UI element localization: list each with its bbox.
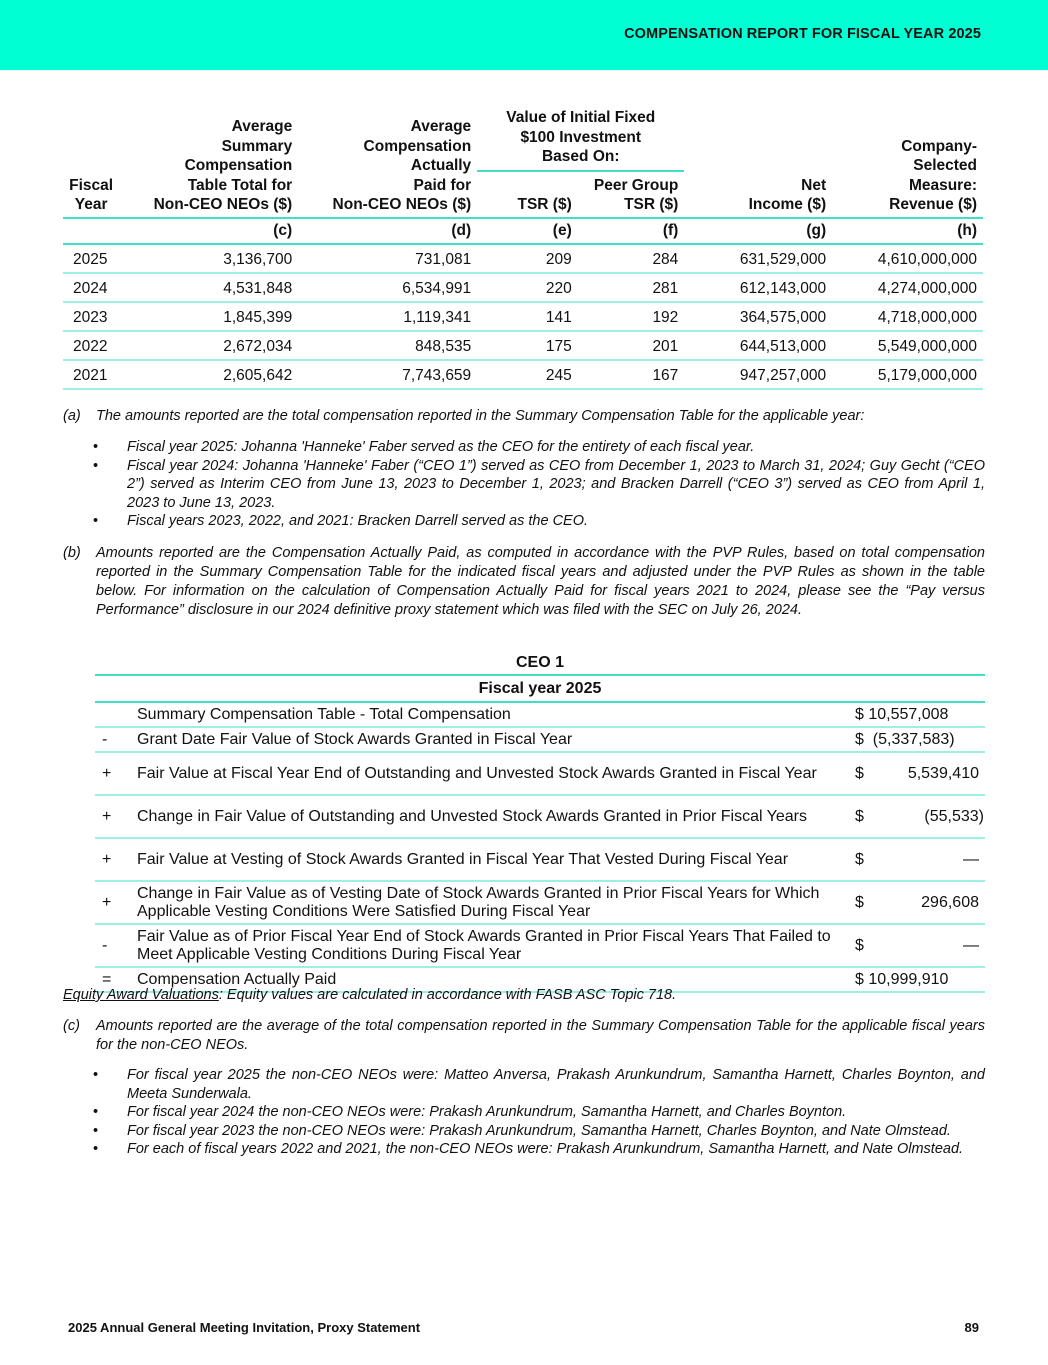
cell-avg-sct-total: 1,845,399 — [119, 302, 298, 331]
currency-symbol: $ — [851, 752, 879, 795]
cell-revenue: 4,274,000,000 — [832, 273, 983, 302]
ceo-table-row — [95, 881, 985, 924]
currency-symbol: $ — [851, 838, 879, 881]
cell-revenue: 4,610,000,000 — [832, 244, 983, 273]
bullet-icon: • — [93, 439, 99, 455]
equity-note-text: : Equity values are calculated in accordance with FASB ASC Topic 718. — [218, 987, 677, 1003]
header-line: TSR ($) — [517, 196, 572, 213]
cell-peer-tsr: 192 — [578, 302, 685, 331]
row-amount: $ (5,337,583) — [851, 727, 985, 752]
bullet-icon: • — [93, 1122, 99, 1139]
row-operator: - — [95, 924, 137, 967]
header-line: Summary — [221, 137, 293, 155]
currency-symbol: $ — [851, 795, 879, 838]
header-tsr — [477, 171, 578, 217]
row-operator — [95, 702, 137, 727]
header-line: Compensation — [184, 157, 293, 174]
letter: (d) — [298, 218, 477, 245]
row-description: Change in Fair Value as of Vesting Date of Stock Awards Granted in Prior Fiscal Years for Which Applicable Vesting Conditions Were Satisfied During Fiscal Year — [137, 881, 851, 924]
equity-award-note — [63, 987, 676, 1003]
bullet-icon: • — [93, 1067, 99, 1083]
note-c-bullets — [93, 1066, 985, 1159]
cell-revenue: 5,549,000,000 — [832, 331, 983, 360]
footer-document-title: 2025 Annual General Meeting Invitation, Proxy Statement — [68, 1320, 421, 1335]
header-line: Table Total for — [187, 176, 293, 194]
cell-tsr: 245 — [477, 360, 578, 389]
ceo-table-title: CEO 1 — [515, 654, 564, 671]
cell-net-income: 364,575,000 — [684, 302, 832, 331]
header-line: Based On: — [541, 148, 620, 165]
ceo-table-row — [95, 727, 985, 752]
bullet-text: For fiscal year 2025 the non-CEO NEOs were: Matteo Anversa, Prakash Arunkundrum, Samantha Harnett, Charles Boynton, and Meeta Sunderwala. — [127, 1067, 985, 1102]
header-line: Paid for — [413, 176, 472, 194]
page-number: 89 — [964, 1320, 979, 1335]
row-operator: + — [95, 881, 137, 924]
letter: (e) — [477, 218, 578, 245]
letter: (c) — [119, 218, 298, 245]
cell-tsr: 209 — [477, 244, 578, 273]
header-line: Net — [801, 176, 827, 194]
header-investment-group — [477, 108, 684, 171]
header-line: Fiscal — [69, 176, 114, 194]
ceo-table-subtitle: Fiscal year 2025 — [95, 675, 985, 702]
header-avg-cap — [298, 108, 477, 217]
note-label: (c) — [63, 1018, 80, 1034]
note-label: (b) — [63, 545, 81, 561]
row-amount: (55,533) — [879, 795, 985, 838]
cell-tsr: 220 — [477, 273, 578, 302]
bullet-icon: • — [93, 1141, 99, 1157]
row-amount: — — [879, 924, 985, 967]
letter: (g) — [684, 218, 832, 245]
bullet-item — [93, 438, 985, 457]
row-amount: — — [879, 838, 985, 881]
header-line: Non-CEO NEOs ($) — [153, 196, 293, 213]
ceo-table-row — [95, 838, 985, 881]
row-amount: $ 10,557,008 — [851, 702, 985, 727]
note-c — [63, 1017, 985, 1055]
letter — [63, 218, 119, 245]
cell-fiscal-year: 2022 — [63, 331, 119, 360]
header-fiscal-year — [63, 108, 119, 217]
bullet-item — [93, 1140, 985, 1159]
table-row — [63, 302, 983, 331]
bullet-text: For fiscal year 2023 the non-CEO NEOs were: Prakash Arunkundrum, Samantha Harnett, Charles Boynton, and Nate Olmstead. — [127, 1122, 951, 1139]
header-line: Company- — [901, 137, 977, 155]
bullet-item — [93, 512, 985, 531]
header-line: Average — [231, 118, 293, 135]
row-description: Fair Value at Fiscal Year End of Outstanding and Unvested Stock Awards Granted in Fiscal Year — [137, 752, 851, 795]
currency-symbol: $ — [851, 924, 879, 967]
row-description: Fair Value as of Prior Fiscal Year End of Stock Awards Granted in Prior Fiscal Years That Failed to Meet Applicable Vesting Conditions During Fiscal Year — [137, 924, 851, 967]
cell-net-income: 644,513,000 — [684, 331, 832, 360]
header-avg-sct-total — [119, 108, 298, 217]
ceo-table-row — [95, 924, 985, 967]
cell-peer-tsr: 201 — [578, 331, 685, 360]
cell-peer-tsr: 167 — [578, 360, 685, 389]
header-line: Non-CEO NEOs ($) — [332, 196, 472, 213]
cell-peer-tsr: 284 — [578, 244, 685, 273]
cell-avg-cap: 6,534,991 — [298, 273, 477, 302]
row-description: Summary Compensation Table - Total Compensation — [137, 702, 851, 727]
column-letters-row — [63, 218, 983, 245]
letter: (h) — [832, 218, 983, 245]
note-text: The amounts reported are the total compensation reported in the Summary Compensation Table for the applicable year: — [96, 408, 865, 424]
cell-fiscal-year: 2025 — [63, 244, 119, 273]
note-b — [63, 544, 985, 620]
equity-note-label: Equity Award Valuations — [63, 987, 219, 1003]
cell-avg-cap: 848,535 — [298, 331, 477, 360]
header-revenue — [832, 108, 983, 217]
header-line: Year — [74, 196, 108, 213]
table-row — [63, 360, 983, 389]
currency-symbol: $ — [851, 881, 879, 924]
row-amount: 5,539,410 — [879, 752, 985, 795]
header-line: Revenue ($) — [889, 196, 977, 213]
note-text: Amounts reported are the Compensation Actually Paid, as computed in accordance with the PVP Rules, based on total compensation reported in the Summary Compensation Table for the indicated fiscal years and adjusted under the PVP Rules as shown in the table below. For information on the calculation of Compensation Actually Paid for fiscal years 2021 to 2024, please see the “Pay versus Performance” disclosure in our 2024 definitive proxy statement which was filed with the SEC on July 26, 2024. — [96, 545, 985, 618]
header-peer-tsr — [578, 171, 685, 217]
note-label: (a) — [63, 408, 81, 424]
header-line: Peer Group — [593, 176, 679, 194]
ceo-table-row — [95, 752, 985, 795]
header-band — [0, 0, 1048, 70]
header-line: Measure: — [908, 176, 977, 194]
bullet-icon: • — [93, 457, 99, 474]
bullet-text: Fiscal years 2023, 2022, and 2021: Bracken Darrell served as the CEO. — [127, 513, 589, 529]
cell-fiscal-year: 2024 — [63, 273, 119, 302]
header-line: Actually — [410, 157, 472, 174]
table-row — [63, 331, 983, 360]
table-row — [63, 244, 983, 273]
bullet-item — [93, 457, 985, 513]
ceo-cap-reconciliation-table — [95, 674, 985, 993]
row-operator: + — [95, 795, 137, 838]
cell-avg-sct-total: 4,531,848 — [119, 273, 298, 302]
cell-avg-cap: 1,119,341 — [298, 302, 477, 331]
row-operator: + — [95, 752, 137, 795]
header-line: Compensation — [363, 137, 472, 155]
bullet-icon: • — [93, 1104, 99, 1120]
header-line: Value of Initial Fixed — [506, 109, 656, 126]
cell-avg-sct-total: 3,136,700 — [119, 244, 298, 273]
cell-avg-cap: 731,081 — [298, 244, 477, 273]
header-line: Average — [410, 118, 472, 135]
row-operator: = — [95, 967, 137, 992]
header-title: COMPENSATION REPORT FOR FISCAL YEAR 2025 — [624, 26, 981, 42]
row-operator: + — [95, 838, 137, 881]
bullet-item — [93, 1066, 985, 1103]
cell-fiscal-year: 2023 — [63, 302, 119, 331]
row-description: Grant Date Fair Value of Stock Awards Granted in Fiscal Year — [137, 727, 851, 752]
header-line: Selected — [913, 157, 977, 174]
header-net-income — [684, 108, 832, 217]
bullet-text: Fiscal year 2025: Johanna 'Hanneke' Faber served as the CEO for the entirety of each fiscal year. — [127, 439, 755, 455]
note-a-bullets — [93, 438, 985, 531]
cell-tsr: 141 — [477, 302, 578, 331]
row-description: Fair Value at Vesting of Stock Awards Granted in Fiscal Year That Vested During Fiscal Year — [137, 838, 851, 881]
note-text: Amounts reported are the average of the total compensation reported in the Summary Compensation Table for the applicable fiscal years for the non-CEO NEOs. — [96, 1018, 985, 1053]
ceo-table-row — [95, 795, 985, 838]
header-line: Income ($) — [748, 196, 827, 213]
bullet-item — [93, 1122, 985, 1141]
bullet-icon: • — [93, 513, 99, 529]
row-amount: 296,608 — [879, 881, 985, 924]
table-row — [63, 273, 983, 302]
bullet-text: For fiscal year 2024 the non-CEO NEOs were: Prakash Arunkundrum, Samantha Harnett, and Charles Boynton. — [127, 1104, 847, 1120]
cell-avg-sct-total: 2,605,642 — [119, 360, 298, 389]
letter: (f) — [578, 218, 685, 245]
cell-revenue: 4,718,000,000 — [832, 302, 983, 331]
cell-avg-cap: 7,743,659 — [298, 360, 477, 389]
row-amount: $ 10,999,910 — [851, 967, 985, 992]
bullet-text: Fiscal year 2024: Johanna 'Hanneke' Faber (“CEO 1”) served as CEO from December 1, 2023 to March 31, 2024; Guy Gecht (“CEO 2”) served as Interim CEO from June 13, 2023 to December 1, 2023; and Bracken Darrell (“CEO 3”) served as CEO from April 1, 2023 to June 13, 2023. — [127, 457, 985, 511]
row-operator: - — [95, 727, 137, 752]
ceo-table-row — [95, 702, 985, 727]
cell-fiscal-year: 2021 — [63, 360, 119, 389]
cell-peer-tsr: 281 — [578, 273, 685, 302]
header-line: $100 Investment — [520, 128, 642, 146]
cell-net-income: 612,143,000 — [684, 273, 832, 302]
cell-net-income: 631,529,000 — [684, 244, 832, 273]
cell-revenue: 5,179,000,000 — [832, 360, 983, 389]
cell-net-income: 947,257,000 — [684, 360, 832, 389]
bullet-text: For each of fiscal years 2022 and 2021, the non-CEO NEOs were: Prakash Arunkundrum, Samantha Harnett, and Nate Olmstead. — [127, 1141, 964, 1157]
header-line: TSR ($) — [624, 196, 679, 213]
cell-tsr: 175 — [477, 331, 578, 360]
row-description: Change in Fair Value of Outstanding and Unvested Stock Awards Granted in Prior Fiscal Years — [137, 795, 851, 838]
pay-versus-performance-table — [63, 108, 983, 390]
cell-avg-sct-total: 2,672,034 — [119, 331, 298, 360]
row-description: Compensation Actually Paid — [137, 967, 851, 992]
note-a — [63, 407, 985, 426]
bullet-item — [93, 1103, 985, 1122]
